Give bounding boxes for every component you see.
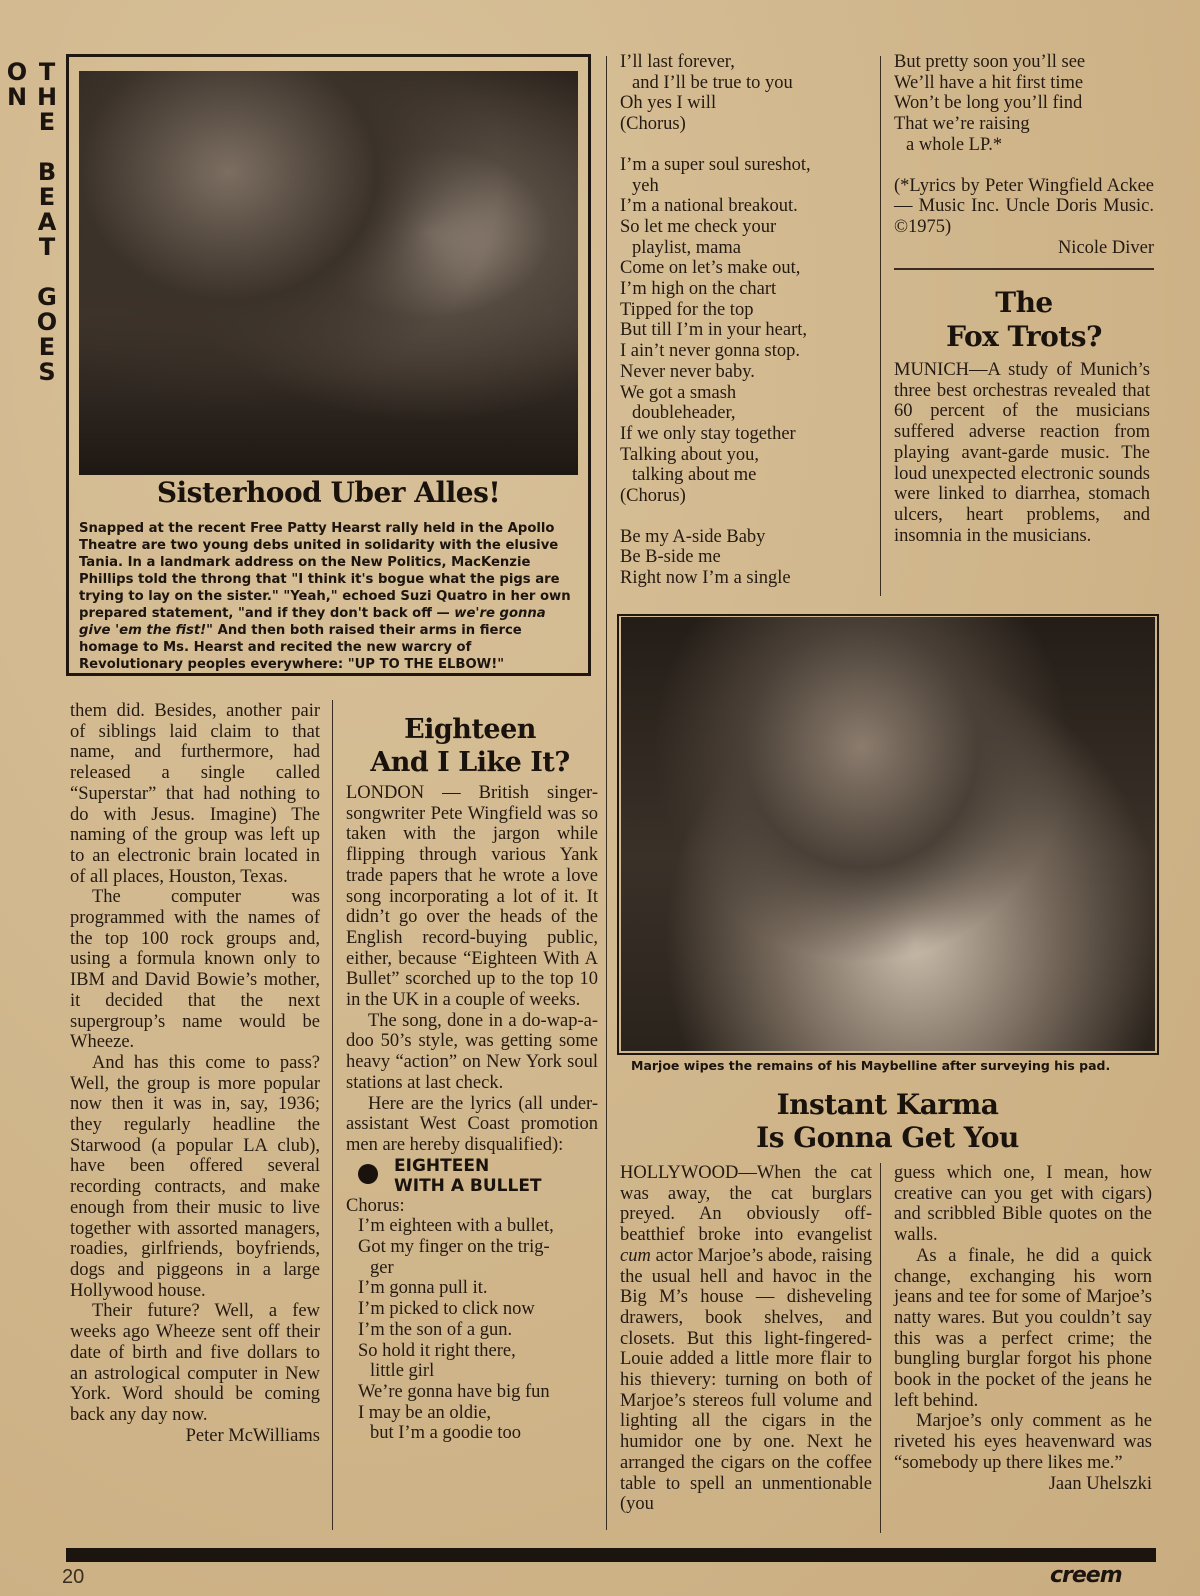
caption-part-1: Snapped at the recent Free Patty Hearst rally held in the Apollo Theatre are two young debs united in solidarity with the elusive Tania. In a landmark address on the New Politics, MacKenzie Phillips told the throng that "I think it's bogue what the pigs are trying to lay on the sister." "Yeah," echoed Suzi Quatro in her own prepared statement, "and if they don't back off — <box>79 521 571 621</box>
karma-p1-a: HOLLYWOOD—When the cat was away, the cat burglars preyed. An obviously off-beatthief broke into evangelist <box>620 1163 872 1246</box>
lyric-line: little girl <box>370 1361 435 1382</box>
column-eighteen <box>346 783 598 1444</box>
byline-karma: Jaan Uhelszki <box>1048 1473 1152 1494</box>
lyric-line: So let me check your <box>620 216 777 237</box>
lyric-line: Come on let’s make out, <box>620 258 801 279</box>
lyrics-block-c <box>620 155 875 507</box>
lyric-line: I’m a super soul sureshot, <box>620 154 811 175</box>
lyric-line: That we’re raising <box>894 114 1030 135</box>
headline-fox <box>894 286 1154 354</box>
lyrics-credits: (*Lyrics by Peter Wingfield Ackee — Music Inc. Uncle Doris Music. ©1975) <box>894 175 1154 237</box>
caption-part-3: And then both raised their arms in fierce homage to Ms. Hearst and recited the new warcry of Revolutionary peoples everywhere: "UP TO THE ELBOW!" <box>79 623 522 672</box>
wheeze-paragraph-2: The computer was programmed with the names of the top 100 rock groups and, using a formula known only to IBM and David Bowie’s mother, it decided that the next supergroup’s name would be Wheeze. <box>70 887 320 1053</box>
lyric-line: talking about me <box>632 465 757 486</box>
lyric-line: If we only stay together <box>620 423 796 444</box>
lyric-line: Right now I’m a single <box>620 568 791 589</box>
lyric-line: I’m high on the chart <box>620 279 777 300</box>
lyric-line: doubleheader, <box>632 403 736 424</box>
headline-eighteen-line-2: And I Like It? <box>370 747 570 778</box>
lyric-line: I’m picked to click now <box>358 1299 535 1320</box>
lyrics-block-e <box>894 52 1154 156</box>
lyric-line: Won’t be long you’ll find <box>894 93 1083 114</box>
lyric-line: Be B-side me <box>620 547 721 568</box>
karma-column-1 <box>620 1163 872 1515</box>
caption-part-2: we're gonna give 'em the fist!" <box>79 606 546 638</box>
lyric-line: I’m gonna pull it. <box>358 1278 488 1299</box>
byline-eighteen: Nicole Diver <box>1057 237 1154 258</box>
karma-p1-b: actor Marjoe’s abode, raising the usual hell and havoc in the Big M’s house — disheveling drawers, book shelves, and closets. But this light-fingered-Louie added a little more flair to his thievery: turning on both of Marjoe’s stereos full volume and lighting all the cigars in the humidor one by one. Next he arranged the cigars on the coffee table to spell an unmentionable (you <box>620 1245 872 1515</box>
lyric-line: We got a smash <box>620 382 737 403</box>
lyric-line: Oh yes I will <box>620 93 717 114</box>
lyric-line: So hold it right there, <box>358 1340 516 1361</box>
headline-fox-line-1: The <box>995 286 1053 319</box>
photo-sisterhood <box>79 71 578 475</box>
lyric-line: a whole LP.* <box>906 134 1003 155</box>
karma-column-2 <box>894 1163 1152 1494</box>
lyric-line: I’m the son of a gun. <box>358 1319 513 1340</box>
byline-wheeze: Peter McWilliams <box>185 1425 320 1446</box>
fox-body: MUNICH—A study of Munich’s three best orchestras revealed that 60 percent of the musicians suffered adverse reaction from playing avant-garde music. The loud unexpected electronic sounds were linked to diarrhea, stomach ulcers, heart problems, and insomnia in the musicians. <box>894 360 1150 546</box>
lyric-line: and I’ll be true to you <box>632 72 793 93</box>
lyric-line: We’ll have a hit first time <box>894 72 1084 93</box>
headline-karma-line-1: Instant Karma <box>776 1088 999 1121</box>
lyric-line: I may be an oldie, <box>358 1402 492 1423</box>
song-title-line-1: EIGHTEEN <box>394 1155 490 1176</box>
column-wheeze <box>70 701 320 1446</box>
headline-karma <box>620 1088 1155 1154</box>
lyric-line: But pretty soon you’ll see <box>894 52 1086 72</box>
wheeze-paragraph-1: them did. Besides, another pair of siblings laid claim to that name, and furthermore, had released a single called “Superstar” that had nothing to do with Jesus. Imagine) The naming of the group was left up to an electronic brain located in of all places, Houston, Texas. <box>70 701 320 887</box>
footer-bar <box>66 1548 1156 1562</box>
page-number: 20 <box>62 1566 85 1588</box>
eighteen-paragraph-1: LONDON — British singer-songwriter Pete Wingfield was so taken with the jargon while flipping through various Yank trade papers that he wrote a love song incorporating a lot of it. It didn’t go over the heads of the English record-buying public, either, because “Eighteen With A Bullet” scorched up to the top 10 in the UK in a couple of weeks. <box>346 783 598 1011</box>
column-rule-4 <box>880 1163 881 1533</box>
column-rule-1 <box>332 700 333 1530</box>
creem-logo: creem <box>1050 1563 1122 1588</box>
column-rule-3 <box>880 56 881 596</box>
eighteen-paragraph-2: The song, done in a do-wap-a-doo 50’s style, was getting some heavy “action” on New York soul stations at last check. <box>346 1010 598 1093</box>
lyric-line: Tipped for the top <box>620 299 754 320</box>
lyric-line: but I’m a goodie too <box>370 1423 522 1444</box>
headline-eighteen <box>346 713 594 779</box>
wheeze-paragraph-3: And has this come to pass? Well, the group is more popular now then it was in, say, 1936; they regularly headline the Starwood (a popular LA club), have been offered several recording contracts, and make enough from their music to live together with assorted managers, roadies, girlfriends, boyfriends, dogs and piggeons in a large Hollywood house. <box>70 1052 320 1301</box>
photo-marjoe <box>621 617 1155 1051</box>
lyric-line: (Chorus) <box>620 486 686 507</box>
song-title <box>346 1156 598 1196</box>
lyric-line: I’m a national breakout. <box>620 196 798 217</box>
lyric-line: yeh <box>632 175 659 196</box>
headline-fox-line-2: Fox Trots? <box>946 320 1102 353</box>
karma-paragraph-2: guess which one, I mean, how creative can you get with cigars) and scribbled Bible quotes on the walls. <box>894 1163 1152 1246</box>
lyric-line: Be my A-side Baby <box>620 526 766 547</box>
lyric-line: Never never baby. <box>620 361 755 382</box>
lyrics-block-b <box>620 52 875 135</box>
chorus-label: Chorus: <box>346 1195 405 1216</box>
karma-p1-em: cum <box>620 1245 651 1266</box>
lyric-line: Got my finger on the trig- <box>358 1237 550 1258</box>
headline-karma-line-2: Is Gonna Get You <box>756 1121 1019 1154</box>
lyric-line: But till I’m in your heart, <box>620 320 808 341</box>
caption-sisterhood <box>79 520 578 673</box>
eighteen-paragraph-3: Here are the lyrics (all under-assistant West Coast promotion men are hereby disqualified): <box>346 1093 598 1155</box>
lyric-line: ger <box>370 1257 394 1278</box>
lyric-line: I’m eighteen with a bullet, <box>358 1216 554 1237</box>
lyric-line: I ain’t never gonna stop. <box>620 341 800 362</box>
column-lyrics-continued <box>620 52 875 589</box>
headline-sisterhood: Sisterhood Uber Alles! <box>156 476 501 509</box>
lyrics-block-a <box>346 1216 598 1444</box>
lyric-line: I’ll last forever, <box>620 52 735 72</box>
caption-marjoe: Marjoe wipes the remains of his Maybelline after surveying his pad. <box>631 1058 1111 1073</box>
fox-divider <box>894 268 1154 270</box>
column-rule-2 <box>606 56 607 1530</box>
lyric-line: (Chorus) <box>620 114 686 135</box>
wheeze-paragraph-4: Their future? Well, a few weeks ago Wheeze sent off their date of birth and five dollars to an astrological computer in New York. Word should be coming back any day now. <box>70 1301 320 1425</box>
lyric-line: Talking about you, <box>620 444 759 465</box>
bullet-icon <box>358 1164 378 1184</box>
karma-paragraph-4: Marjoe’s only comment as he riveted his eyes heavenward was “somebody up there likes me.” <box>894 1411 1152 1473</box>
column-fox <box>894 52 1154 258</box>
section-title: THE BEAT GOES ON <box>3 58 61 383</box>
lyrics-block-d <box>620 527 875 589</box>
song-title-line-2: WITH A BULLET <box>394 1175 542 1196</box>
lyric-line: playlist, mama <box>632 237 741 258</box>
lyric-line: We’re gonna have big fun <box>358 1381 550 1402</box>
karma-paragraph-3: As a finale, he did a quick change, exchanging his worn jeans and tee for some of Marjoe’s natty wares. But you couldn’t say this was a perfect crime; the bungling burglar forgot his phone book in the pocket of the jeans he left behind. <box>894 1245 1152 1411</box>
headline-eighteen-line-1: Eighteen <box>404 714 536 745</box>
